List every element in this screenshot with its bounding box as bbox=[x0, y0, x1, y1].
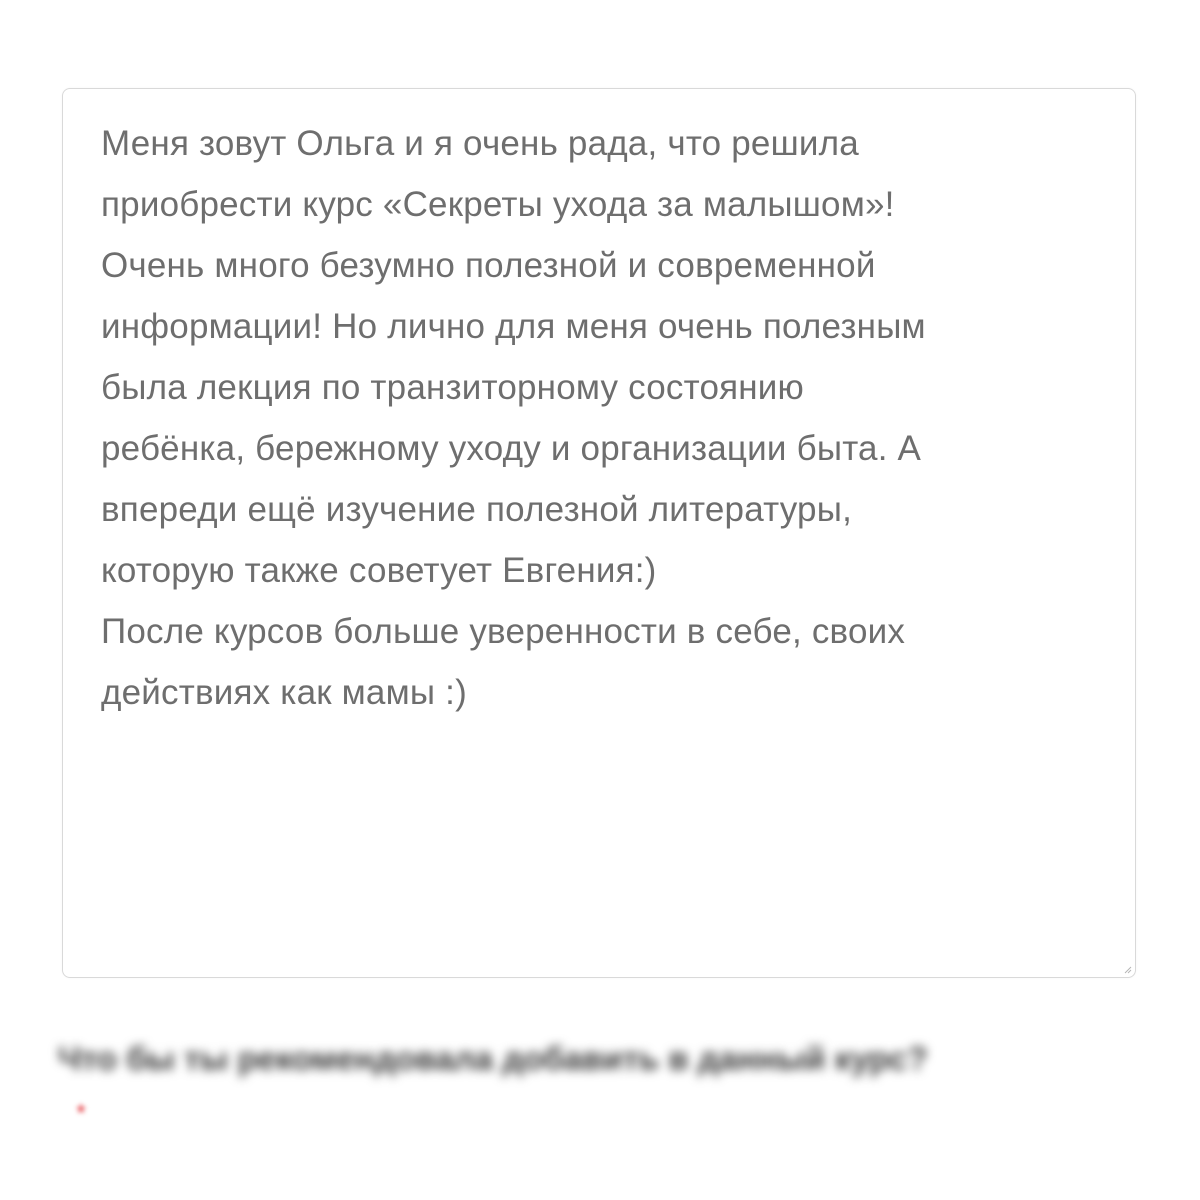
resize-handle-icon[interactable] bbox=[1124, 966, 1132, 974]
answer-text[interactable]: Меня зовут Ольга и я очень рада, что решила приобрести курс «Секреты ухода за малышом»! Очень много безумно полезной и современной информации! Но лично для меня очень полезным была лекция по транзиторному состоянию ребёнка, бережному уходу и организации быта. А впереди ещё изучение полезной литературы, которую также советует Евгения:) После курсов больше уверенности в себе, своих действиях как мамы :) bbox=[101, 124, 926, 712]
question-label: Что бы ты рекомендовала добавить в данный курс? bbox=[58, 1040, 928, 1077]
answer-textarea[interactable] bbox=[62, 88, 1136, 978]
required-asterisk: * bbox=[76, 1098, 87, 1128]
